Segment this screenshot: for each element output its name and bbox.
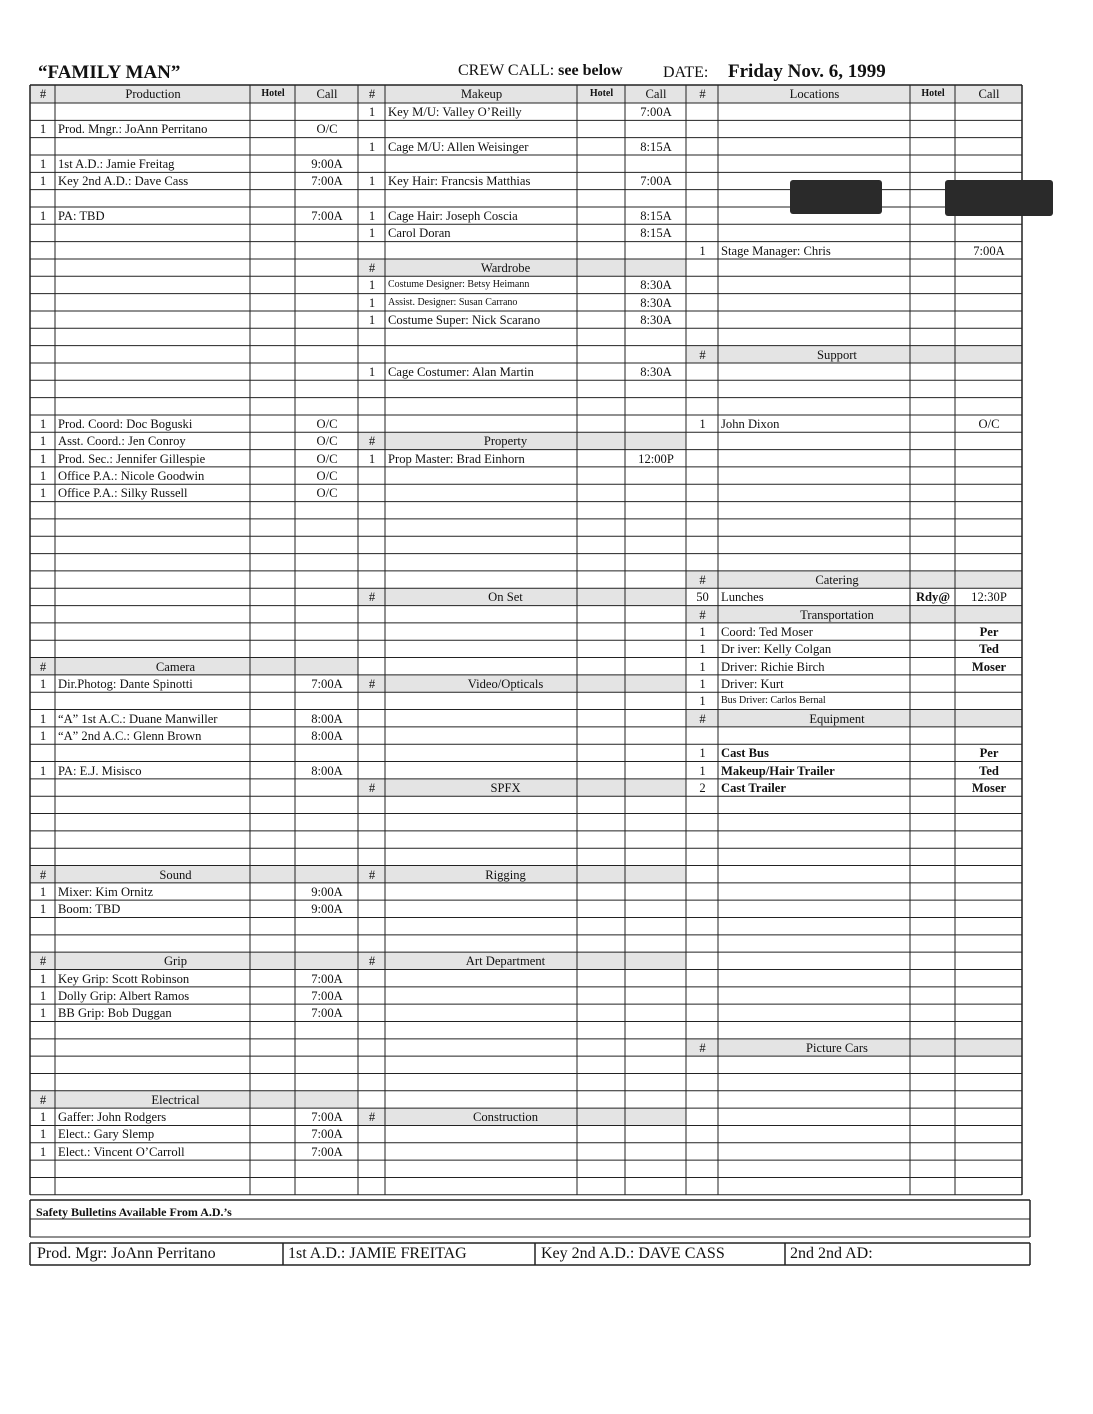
footer-first-ad: 1st A.D.: JAMIE FREITAG [288,1245,467,1262]
row-count: 2 [699,780,706,795]
call-time: O/C [316,122,338,137]
call-time: Per [979,746,999,761]
column-header-hotel: Hotel [589,88,614,99]
row-count: 1 [39,451,47,466]
row-count: # [699,572,706,587]
row-count: 1 [699,676,706,691]
row-count: # [39,954,47,969]
row-count: # [39,867,47,882]
row-count: 1 [39,486,47,501]
call-time: 8:00A [311,728,343,743]
call-time: O/C [316,416,338,431]
call-time: 7:00A [311,208,343,223]
row-count: # [39,659,47,674]
call-time: 8:00A [311,711,343,726]
crew-name: Makeup/Hair Trailer [721,763,835,778]
crew-name: Asst. Coord.: Jen Conroy [58,434,186,449]
call-time: Moser [971,659,1007,674]
section-header: Electrical [151,1092,200,1107]
crew-name: 1st A.D.: Jamie Freitag [58,156,175,171]
hotel-value: Rdy@ [915,590,951,605]
call-time: 7:00A [640,105,672,119]
call-time: 7:00A [311,676,343,691]
row-count: 1 [39,676,47,691]
section-header: Support [817,347,857,362]
row-count: 1 [699,746,706,761]
call-time: 9:00A [311,156,343,171]
crew-name: Coord: Ted Moser [721,624,813,639]
call-time: Moser [971,780,1007,795]
row-count: 1 [39,971,47,986]
call-time: 8:15A [640,226,672,241]
row-count: 1 [39,988,47,1003]
crew-name: “A” 1st A.C.: Duane Manwiller [58,711,218,726]
crew-name: Prod. Coord: Doc Boguski [58,416,193,431]
column-header-call: Call [978,87,1000,101]
section-header: Rigging [485,867,526,882]
crew-name: Cast Bus [721,746,769,761]
call-time: O/C [978,416,1000,431]
row-count: 1 [699,243,706,258]
crew-name: Elect.: Vincent O’Carroll [58,1144,185,1159]
section-header: On Set [488,590,523,605]
crew-name: Lunches [721,590,764,605]
call-time: 8:30A [640,364,672,379]
call-time: 7:00A [311,1110,343,1125]
column-header-name: Makeup [460,87,503,101]
crew-name: Cage Costumer: Alan Martin [388,364,534,379]
crew-name: Cage M/U: Allen Weisinger [388,139,529,154]
row-count: 1 [39,728,47,743]
crew-name: Gaffer: John Rodgers [58,1110,167,1125]
crew-name: Cage Hair: Joseph Coscia [388,208,518,223]
crew-name: Stage Manager: Chris [721,243,831,258]
section-header: Transportation [800,607,874,622]
row-count: 1 [368,226,376,241]
row-count: # [368,434,376,449]
section-header: Grip [163,954,188,969]
call-time: 8:30A [640,295,672,310]
crew-name: Key M/U: Valley O’Reilly [388,105,522,119]
row-count: 1 [368,451,376,466]
call-time: 7:00A [311,971,343,986]
call-time: 7:00A [311,1144,343,1159]
column-header-name: Production [125,87,181,101]
crew-name: Key Grip: Scott Robinson [58,971,190,986]
footer-key-second-ad: Key 2nd A.D.: DAVE CASS [541,1245,725,1262]
crew-name: Prod. Mngr.: JoAnn Perritano [58,122,208,137]
call-time: 7:00A [311,1006,343,1021]
crew-name: John Dixon [721,416,780,431]
safety-bulletin: Safety Bulletins Available From A.D.’s [36,1205,232,1219]
crew-name: BB Grip: Bob Duggan [58,1006,172,1021]
section-header: Art Department [465,954,546,969]
row-count: # [699,711,706,726]
call-time: 7:00A [640,174,672,189]
row-count: 1 [699,763,706,778]
crew-name: Carol Doran [388,226,451,241]
call-time: 7:00A [311,174,343,189]
call-time: 12:00P [638,451,674,466]
call-time: 8:15A [640,208,672,223]
column-header-call: Call [316,87,338,101]
date-label: DATE: [663,64,709,81]
crew-call-value: see below [558,62,623,79]
section-header: Equipment [809,711,865,726]
row-count: 1 [39,416,47,431]
row-count: 1 [368,208,376,223]
call-time: 7:00A [973,243,1005,258]
row-count: 1 [368,278,376,293]
crew-name: “A” 2nd A.C.: Glenn Brown [58,728,202,743]
column-header-name: Locations [789,87,840,101]
row-count: 1 [699,642,706,657]
crew-name: PA: E.J. Misisco [58,763,142,778]
row-count: # [368,676,376,691]
section-header: Catering [815,572,859,587]
row-count: 1 [39,1144,47,1159]
call-time: Ted [979,763,999,778]
crew-name: Prop Master: Brad Einhorn [388,451,525,466]
row-count: 1 [39,1127,47,1142]
crew-name: Boom: TBD [58,902,121,917]
footer-second-second-ad: 2nd 2nd AD: [790,1245,873,1262]
call-time: Per [979,624,999,639]
section-header: Video/Opticals [467,676,544,691]
crew-name: Driver: Richie Birch [721,659,825,674]
crew-name: PA: TBD [58,208,105,223]
row-count: # [368,1110,376,1125]
section-header: Wardrobe [480,260,531,275]
crew-name: Assist. Designer: Susan Carrano [388,296,518,308]
call-time: O/C [316,468,338,483]
crew-name: Dolly Grip: Albert Ramos [58,988,190,1003]
section-header: Construction [472,1110,539,1125]
crew-call-label: CREW CALL: [458,62,555,79]
crew-name: Key 2nd A.D.: Dave Cass [58,174,189,189]
row-count: 1 [39,434,47,449]
crew-name: Dir.Photog: Dante Spinotti [58,676,193,691]
call-time: 9:00A [311,884,343,899]
column-header-hotel: Hotel [921,88,945,99]
row-count: 1 [39,1110,47,1125]
row-count: 1 [39,468,47,483]
redaction-mark [790,180,882,214]
row-count: 1 [368,139,376,154]
row-count: # [368,954,376,969]
call-time: O/C [316,486,338,501]
row-count: # [368,780,376,795]
call-time: 7:00A [311,1127,343,1142]
row-count: 1 [699,659,706,674]
call-time: 7:00A [311,988,343,1003]
call-time: 8:00A [311,763,343,778]
crew-name: Bus Driver: Carlos Bernal [721,695,826,707]
row-count: 1 [699,416,706,431]
section-header: Property [483,434,528,449]
call-time: 12:30P [971,590,1007,605]
row-count: 1 [39,763,47,778]
row-count: 1 [39,902,47,917]
crew-name: Driver: Kurt [721,676,784,691]
row-count: # [699,607,706,622]
crew-name: Office P.A.: Silky Russell [58,486,188,501]
crew-name: Costume Super: Nick Scarano [388,312,541,327]
row-count: # [699,1040,706,1055]
row-count: # [368,867,376,882]
redaction-mark [945,180,1053,216]
row-count: 1 [39,711,47,726]
crew-name: Elect.: Gary Slemp [58,1127,155,1142]
row-count: 1 [368,312,376,327]
column-header-call: Call [645,87,667,101]
row-count: # [368,590,376,605]
crew-name: Costume Designer: Betsy Heimann [388,279,530,291]
row-count: 1 [368,364,376,379]
crew-name: Mixer: Kim Ornitz [58,884,154,899]
row-count: 50 [696,590,709,605]
section-header: Camera [155,659,196,674]
crew-name: Office P.A.: Nicole Goodwin [58,468,205,483]
row-count: 1 [699,694,706,709]
row-count: 1 [39,884,47,899]
call-time: O/C [316,451,338,466]
row-count: 1 [368,105,376,119]
section-header: Sound [159,867,192,882]
column-header-hotel: Hotel [261,88,285,99]
crew-name: Cast Trailer [721,780,786,795]
footer-prod-mgr: Prod. Mgr: JoAnn Perritano [37,1245,216,1262]
row-count: # [39,1092,47,1107]
call-time: 8:15A [640,139,672,154]
crew-name: Prod. Sec.: Jennifer Gillespie [58,451,206,466]
row-count: 1 [368,295,376,310]
row-count: # [368,260,376,275]
document-title: “FAMILY MAN” [38,62,181,83]
row-count: 1 [368,174,376,189]
crew-name: Key Hair: Francsis Matthias [388,174,531,189]
row-count: 1 [699,624,706,639]
section-header: Picture Cars [806,1040,868,1055]
column-header-num: # [368,87,376,101]
call-time: Ted [979,642,999,657]
row-count: 1 [39,156,47,171]
call-time: 8:30A [640,312,672,327]
row-count: 1 [39,1006,47,1021]
row-count: 1 [39,208,47,223]
column-header-num: # [699,87,706,101]
row-count: # [699,347,706,362]
section-header: SPFX [490,780,521,795]
column-header-num: # [39,87,47,101]
crew-name: Dr iver: Kelly Colgan [721,642,832,657]
date-value: Friday Nov. 6, 1999 [728,61,886,82]
row-count: 1 [39,122,47,137]
row-count: 1 [39,174,47,189]
call-time: O/C [316,434,338,449]
call-time: 8:30A [640,278,672,293]
call-time: 9:00A [311,902,343,917]
